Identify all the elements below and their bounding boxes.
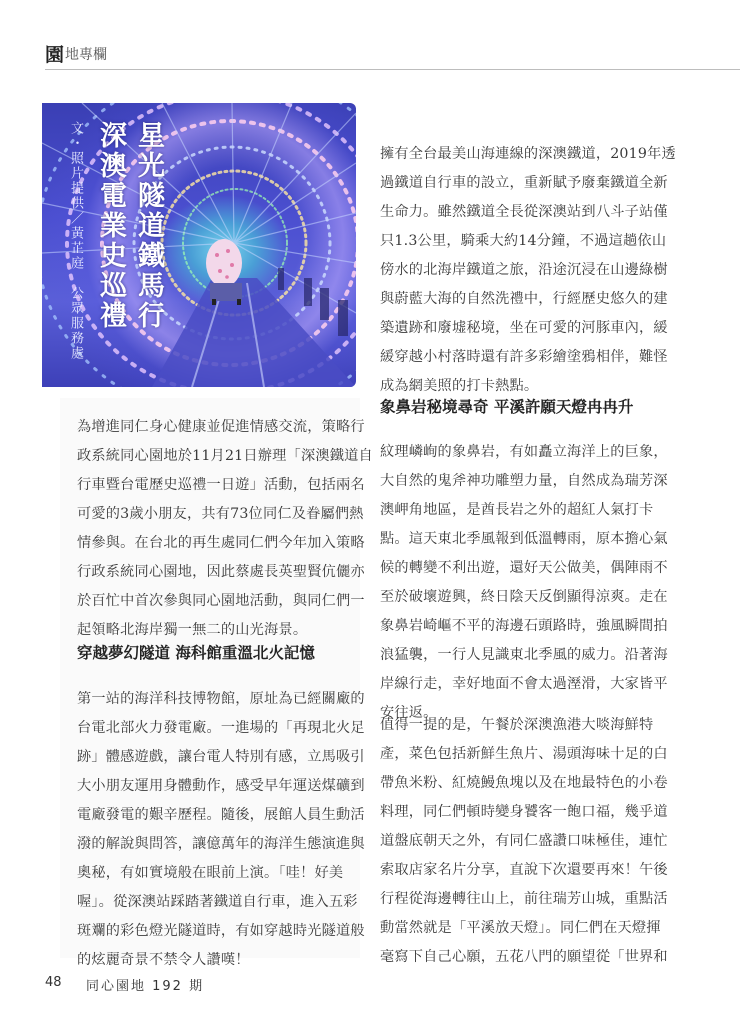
text-line: 象鼻岩崎嶇不平的海邊石頭路時，強風瞬間拍 <box>380 618 668 634</box>
section2-paragraph <box>380 438 668 728</box>
right-intro-paragraph <box>380 140 676 401</box>
text-line: 與蔚藍大海的自然洗禮中，行經歷史悠久的建 <box>380 291 668 307</box>
hero-image <box>42 103 356 387</box>
text-line: 料理，同仁們頓時變身饕客一飽口福，幾乎道 <box>380 804 668 820</box>
text-line: 台電北部火力發電廠。一進場的「再現北火足 <box>77 720 365 736</box>
text-line: 於百忙中首次參與同心園地活動，與同仁們一 <box>77 593 365 609</box>
text-line: 行程從海邊轉往山上，前往瑞芳山城，重點活 <box>380 891 668 907</box>
text-line: 築遺跡和廢墟秘境，坐在可愛的河豚車內，緩 <box>380 320 668 336</box>
text-line: 產，菜色包括新鮮生魚片、湯頭海味十足的白 <box>380 746 668 762</box>
header-divider <box>45 69 740 70</box>
text-line: 大自然的鬼斧神功雕塑力量，自然成為瑞芳深 <box>380 473 668 489</box>
text-line: 斑斕的彩色燈光隧道時，有如穿越時光隧道般 <box>77 923 365 939</box>
text-line: 跡」體感遊戲，讓台電人特別有感，立馬吸引 <box>77 749 365 765</box>
text-line: 傍水的北海岸鐵道之旅，沿途沉浸在山邊綠樹 <box>380 262 668 278</box>
text-line: 生命力。雖然鐵道全長從深澳站到八斗子站僅 <box>380 204 668 220</box>
text-line: 過鐵道自行車的設立，重新賦予廢棄鐵道全新 <box>380 175 668 191</box>
section-heading-elephant-rock: 象鼻岩秘境尋奇 平溪許願天燈冉冉升 <box>380 398 634 416</box>
tunnel-illustration-icon <box>42 103 356 387</box>
text-line: 值得一提的是，午餐於深澳漁港大啖海鮮特 <box>380 717 654 733</box>
text-line: 為增進同仁身心健康並促進情感交流，策略行 <box>77 419 365 435</box>
section-heading-tunnel: 穿越夢幻隧道 海科館重溫北火記憶 <box>77 644 315 662</box>
page-number: 48 <box>45 975 62 990</box>
text-line: 至於破壞遊興，終日陰天反倒顯得涼爽。走在 <box>380 589 668 605</box>
intro-paragraph <box>77 413 373 645</box>
text-line: 道盤底朝天之外，有同仁盛讚口味極佳，連忙 <box>380 833 668 849</box>
left-article-panel <box>60 398 373 968</box>
text-line: 的炫麗奇景不禁令人讚嘆！ <box>77 952 250 968</box>
text-line: 候的轉變不利出遊，還好天公做美，偶陣雨不 <box>380 560 668 576</box>
text-line: 起領略北海岸獨一無二的山光海景。 <box>77 622 308 638</box>
section2-paragraph-b <box>380 711 668 972</box>
text-line: 成為網美照的打卡熱點。 <box>380 378 539 394</box>
text-line: 點。這天東北季風報到低溫轉雨，原本擔心氣 <box>380 531 668 547</box>
section-logo-char: 園 <box>45 44 65 66</box>
text-line: 浪猛襲，一行人見識東北季風的威力。沿著海 <box>380 647 668 663</box>
text-line: 政系統同心園地於11月21日辦理「深澳鐵道自 <box>77 448 373 464</box>
text-line: 緩穿越小村落時還有許多彩繪塗鴉相伴，難怪 <box>380 349 668 365</box>
text-line: 安往返。 <box>380 705 438 721</box>
text-line: 動當然就是「平溪放天燈」。同仁們在天燈揮 <box>380 920 661 936</box>
text-line: 行車暨台電歷史巡禮一日遊」活動，包括兩名 <box>77 477 365 493</box>
text-line: 行政系統同心園地，因此蔡處長英聖賢伉儷亦 <box>77 564 365 580</box>
text-line: 只1.3公里，騎乘大約14分鐘，不過這趟依山 <box>380 233 667 249</box>
section-title: 地專欄 <box>65 47 107 63</box>
text-line: 索取店家名片分享，直說下次還要再來！午後 <box>380 862 668 878</box>
hero-title-line-2: 深澳電業史巡禮 <box>95 121 126 331</box>
text-line: 潑的解說與問答，讓億萬年的海洋生態演進與 <box>77 836 365 852</box>
issue-label: 同心園地 192 期 <box>86 979 205 994</box>
text-line: 可愛的3歲小朋友，共有73位同仁及眷屬們熱 <box>77 506 364 522</box>
text-line: 毫寫下自己心願，五花八門的願望從「世界和 <box>380 949 668 965</box>
text-line: 電廠發電的艱辛歷程。隨後，展館人員生動活 <box>77 807 365 823</box>
section1-paragraph <box>77 685 365 975</box>
section-header <box>45 38 740 70</box>
text-line: 帶魚米粉、紅燒鰻魚塊以及在地最特色的小卷 <box>380 775 668 791</box>
hero-title-line-1: 星光隧道鐵馬行 <box>133 121 164 331</box>
text-line: 擁有全台最美山海連線的深澳鐵道，2019年透 <box>380 146 676 162</box>
text-line: 第一站的海洋科技博物館，原址為已經關廠的 <box>77 691 365 707</box>
text-line: 情參與。在台北的再生處同仁們今年加入策略 <box>77 535 365 551</box>
text-line: 紋理嶙峋的象鼻岩，有如矗立海洋上的巨象， <box>380 444 668 460</box>
text-line: 奧秘，有如實境般在眼前上演。「哇！好美 <box>77 865 344 881</box>
text-line: 喔」。從深澳站踩踏著鐵道自行車，進入五彩 <box>77 894 358 910</box>
text-line: 岸線行走，幸好地面不會太過溼滑，大家皆平 <box>380 676 668 692</box>
hero-credit: 文・照片提供／黃芷庭 公眾服務處 <box>68 121 83 361</box>
text-line: 大小朋友運用身體動作，感受早年運送煤礦到 <box>77 778 365 794</box>
text-line: 澳岬角地區，是酋長岩之外的超紅人氣打卡 <box>380 502 654 518</box>
